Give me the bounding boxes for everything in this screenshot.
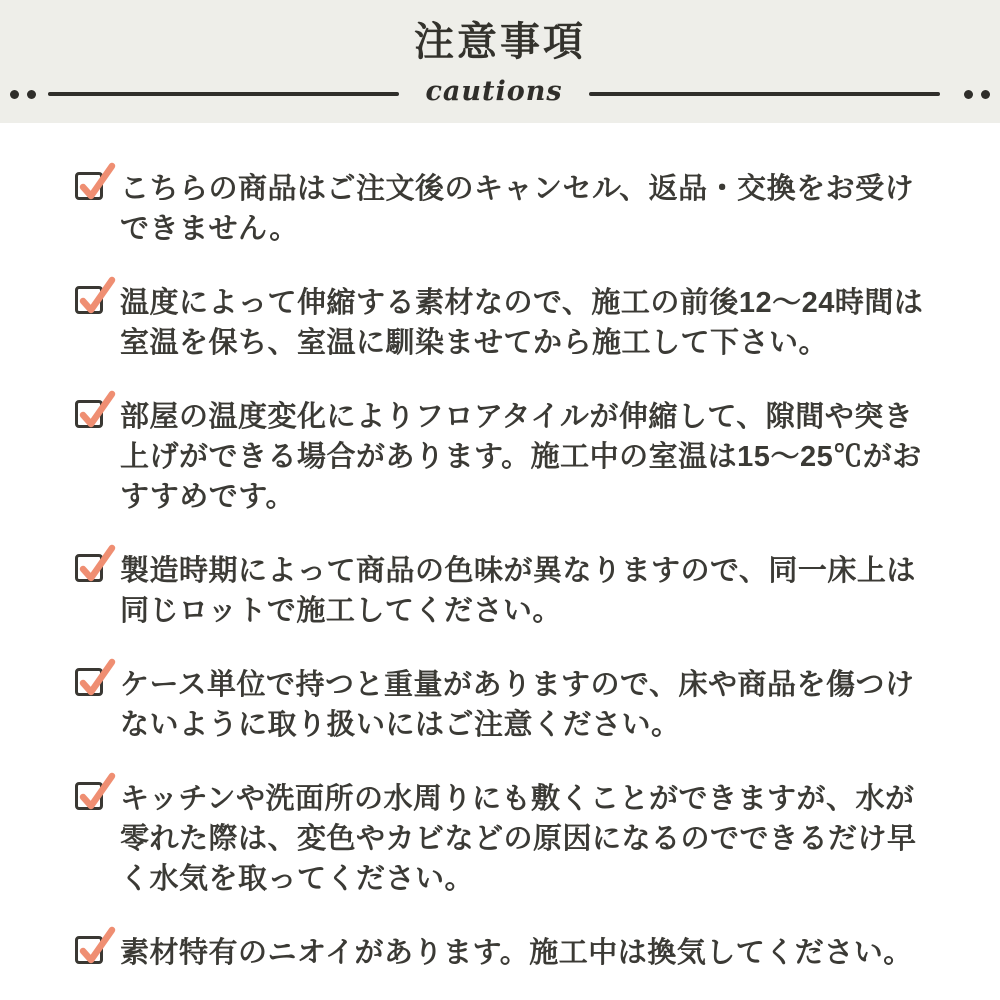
divider-dot-icon [981, 90, 990, 99]
list-item [75, 283, 1000, 363]
caution-text: ケース単位で持つと重量がありますので、床や商品を傷つけないように取り扱いにはご注意ください。 [120, 669, 915, 741]
divider-dot-icon [964, 90, 973, 99]
checked-checkbox-icon [75, 172, 103, 200]
caution-list [0, 123, 1000, 973]
checked-checkbox-icon [75, 400, 103, 428]
caution-text: 温度によって伸縮する素材なので、施工の前後12〜24時間は室温を保ち、室温に馴染ませてから施工して下さい。 [120, 287, 924, 359]
page-subtitle: cautions [425, 75, 563, 107]
list-item [75, 551, 1000, 631]
caution-text: 素材特有のニオイがあります。施工中は換気してください。 [120, 937, 913, 969]
page-header [0, 0, 1000, 123]
divider-line [48, 92, 399, 96]
caution-text: 製造時期によって商品の色味が異なりますので、同一床上は同じロットで施工してください。 [120, 555, 916, 627]
list-item [75, 779, 1000, 899]
list-item [75, 933, 1000, 973]
caution-text: 部屋の温度変化によりフロアタイルが伸縮して、隙間や突き上げができる場合があります。施工中の室温は15〜25℃がおすすめです。 [120, 401, 922, 513]
checked-checkbox-icon [75, 554, 103, 582]
checked-checkbox-icon [75, 668, 103, 696]
divider-dot-icon [10, 90, 19, 99]
list-item [75, 397, 1000, 517]
checked-checkbox-icon [75, 286, 103, 314]
divider-line [589, 92, 940, 96]
page-title: 注意事項 [414, 20, 586, 64]
header-divider [0, 75, 1000, 107]
caution-text: こちらの商品はご注文後のキャンセル、返品・交換をお受けできません。 [120, 173, 915, 245]
caution-text: キッチンや洗面所の水周りにも敷くことができますが、水が零れた際は、変色やカビなどの原因になるのでできるだけ早く水気を取ってください。 [120, 783, 917, 895]
list-item [75, 665, 1000, 745]
checked-checkbox-icon [75, 936, 103, 964]
checked-checkbox-icon [75, 782, 103, 810]
list-item [75, 169, 1000, 249]
divider-dot-icon [27, 90, 36, 99]
